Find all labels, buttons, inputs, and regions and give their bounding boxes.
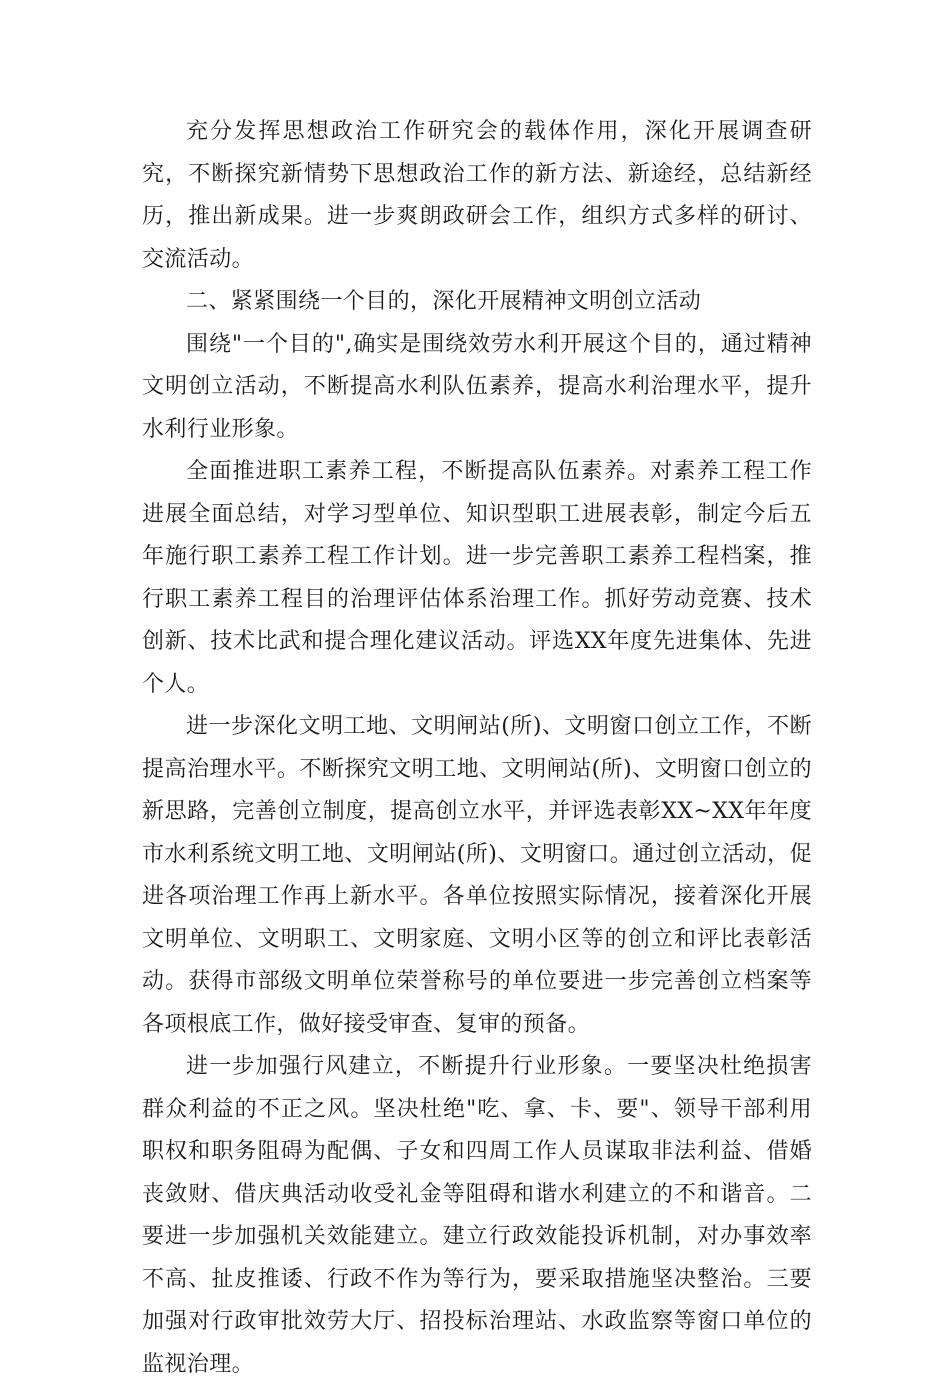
paragraph-civilized-sites: 进一步深化文明工地、文明闸站(所)、文明窗口创立工作，不断提高治理水平。不断探究文明工地、文明闸站(所)、文明窗口创立的新思路，完善创立制度，提高创立水平，并评选表彰XX~XX年年度市水利系统文明工地、文明闸站(所)、文明窗口。通过创立活动，促进各项治理工作再上新水平。各单位按照实际情况，接着深化开展文明单位、文明职工、文明家庭、文明小区等的创立和评比表彰活动。获得市部级文明单位荣誉称号的单位要进一步完善创立档案等各项根底工作，做好接受审查、复审的预备。 [142,714,812,1037]
paragraph-one-goal: 围绕"一个目的",确实是围绕效劳水利开展这个目的，通过精神文明创立活动，不断提高水利队伍素养，提高水利治理水平，提升水利行业形象。 [142,331,812,442]
paragraph-research-society: 充分发挥思想政治工作研究会的载体作用，深化开展调查研究，不断探究新情势下思想政治工作的新方法、新途经，总结新经历，推出新成果。进一步爽朗政研会工作，组织方式多样的研讨、交流活动。 [142,119,812,272]
section-heading-2: 二、紧紧围绕一个目的，深化开展精神文明创立活动 [186,289,702,314]
paragraph-industry-style: 进一步加强行风建立，不断提升行业形象。一要坚决杜绝损害群众利益的不正之风。坚决杜绝"吃、拿、卡、要"、领导干部利用职权和职务阻碍为配偶、子女和四周工作人员谋取非法利益、借婚丧敛财、借庆典活动收受礼金等阻碍和谐水利建立的不和谐音。二要进一步加强机关效能建立。建立行政效能投诉机制，对办事效率不高、扯皮推诿、行政不作为等行为，要采取措施坚决整治。三要加强对行政审批效劳大厅、招投标治理站、水政监察等窗口单位的监视治理。 [142,1054,812,1377]
document-body [142,111,812,1386]
paragraph-staff-quality: 全面推进职工素养工程，不断提高队伍素养。对素养工程工作进展全面总结，对学习型单位、知识型职工进展表彰，制定今后五年施行职工素养工程工作计划。进一步完善职工素养工程档案，推行职工素养工程目的治理评估体系治理工作。抓好劳动竞赛、技术创新、技术比武和提合理化建议活动。评选XX年度先进集体、先进个人。 [142,459,812,697]
